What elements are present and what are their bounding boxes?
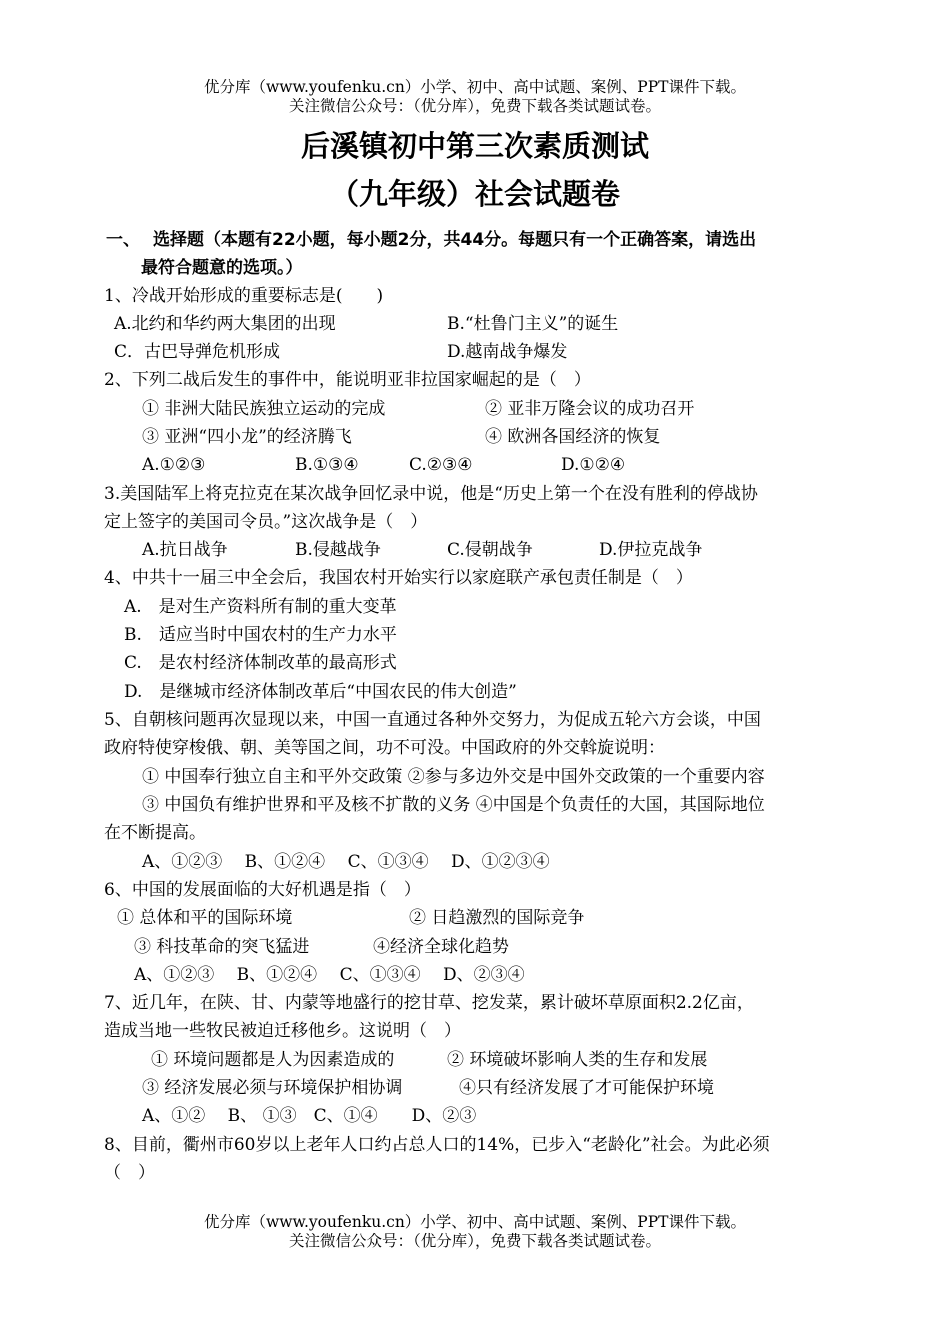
question-stem: 4、中共十一届三中全会后，我国农村开始实行以家庭联产承包责任制是（ ） — [104, 568, 693, 588]
option-d: D. 是继城市经济体制改革后“中国农民的伟大创造” — [124, 682, 517, 702]
question-stem: 1、冷战开始形成的重要标志是( ) — [104, 286, 384, 306]
statement-4: ④经济全球化趋势 — [373, 937, 509, 957]
option-d: D.①②④ — [561, 455, 626, 475]
option-b: B.侵越战争 — [295, 540, 381, 560]
question-stem-1: 5、自朝核问题再次显现以来，中国一直通过各种外交努力，为促成五轮六方会谈，中国 — [104, 710, 761, 730]
option-b: B.①③④ — [295, 455, 359, 475]
option-c: C. 是农村经济体制改革的最高形式 — [124, 653, 397, 673]
statement-3: ③ 科技革命的突飞猛进 — [134, 937, 310, 957]
options: A、①②③ B、①②④ C、①③④ D、①②③④ — [142, 852, 550, 872]
statement-4: ④只有经济发展了才可能保护环境 — [459, 1078, 714, 1098]
statement-3: ③ 经济发展必须与环境保护相协调 — [142, 1078, 403, 1098]
statement-4-continued: 在不断提高。 — [104, 823, 206, 843]
question-stem-2: （ ） — [104, 1163, 155, 1183]
statement-2: ② 亚非万隆会议的成功召开 — [485, 399, 695, 419]
option-a: A.抗日战争 — [142, 540, 228, 560]
section-instructions-1: 选择题（本题有22小题，每小题2分，共44分。每题只有一个正确答案，请选出 — [153, 230, 757, 250]
question-stem-2: 政府特使穿梭俄、朝、美等国之间，功不可没。中国政府的外交斡旋说明： — [104, 738, 665, 758]
section-instructions-2: 最符合题意的选项。） — [141, 258, 303, 278]
question-stem-2: 定上签字的美国司令员。”这次战争是（ ） — [104, 512, 428, 532]
footer-line-1: 优分库（www.youfenku.cn）小学、初中、高中试题、案例、PPT课件下载。 — [203, 1213, 747, 1231]
statement-2: ② 日趋激烈的国际竞争 — [409, 908, 585, 928]
statement-1: ① 环境问题都是人为因素造成的 — [151, 1050, 395, 1070]
option-d: D.越南战争爆发 — [447, 342, 568, 362]
question-stem-2: 造成当地一些牧民被迫迁移他乡。这说明（ ） — [104, 1021, 461, 1041]
header-line-1: 优分库（www.youfenku.cn）小学、初中、高中试题、案例、PPT课件下载。 — [203, 78, 747, 96]
statement-2: ② 环境破坏影响人类的生存和发展 — [447, 1050, 708, 1070]
question-stem: 6、中国的发展面临的大好机遇是指（ ） — [104, 880, 421, 900]
statements-1-2: ① 中国奉行独立自主和平外交政策 ②参与多边外交是中国外交政策的一个重要内容 — [142, 767, 765, 787]
option-a: A.北约和华约两大集团的出现 — [114, 314, 336, 334]
option-a: A. 是对生产资料所有制的重大变革 — [124, 597, 397, 617]
question-stem-1: 8、目前，衢州市60岁以上老年人口约占总人口的14%，已步入“老龄化”社会。为此必须 — [104, 1135, 770, 1155]
statement-1: ① 总体和平的国际环境 — [117, 908, 293, 928]
option-b: B. 适应当时中国农村的生产力水平 — [124, 625, 397, 645]
statements-3-4: ③ 中国负有维护世界和平及核不扩散的义务 ④中国是个负责任的大国，其国际地位 — [142, 795, 765, 815]
statement-3: ③ 亚洲“四小龙”的经济腾飞 — [142, 427, 352, 447]
option-a: A.①②③ — [142, 455, 206, 475]
option-b: B.“杜鲁门主义”的诞生 — [447, 314, 619, 334]
options: A、①② B、 ①③ C、①④ D、②③ — [142, 1106, 477, 1126]
question-stem-1: 7、近几年，在陕、甘、内蒙等地盛行的挖甘草、挖发菜，累计破坏草原面积2.2亿亩， — [104, 993, 754, 1013]
question-stem: 2、下列二战后发生的事件中，能说明亚非拉国家崛起的是（ ） — [104, 370, 591, 390]
section-number: 一、 — [106, 230, 140, 250]
option-d: D.伊拉克战争 — [599, 540, 703, 560]
header-line-2: 关注微信公众号：（优分库），免费下载各类试题试卷。 — [288, 97, 661, 115]
option-c: C．古巴导弹危机形成 — [114, 342, 281, 362]
statement-1: ① 非洲大陆民族独立运动的完成 — [142, 399, 386, 419]
statement-4: ④ 欧洲各国经济的恢复 — [485, 427, 661, 447]
exam-title: 后溪镇初中第三次素质测试 — [300, 129, 649, 163]
question-stem-1: 3.美国陆军上将克拉克在某次战争回忆录中说，他是“历史上第一个在没有胜利的停战协 — [104, 484, 758, 504]
exam-subtitle: （九年级）社会试题卷 — [329, 177, 620, 211]
option-c: C.②③④ — [409, 455, 473, 475]
options: A、①②③ B、①②④ C、①③④ D、②③④ — [134, 965, 525, 985]
footer-line-2: 关注微信公众号：（优分库），免费下载各类试题试卷。 — [288, 1232, 661, 1250]
option-c: C.侵朝战争 — [447, 540, 533, 560]
